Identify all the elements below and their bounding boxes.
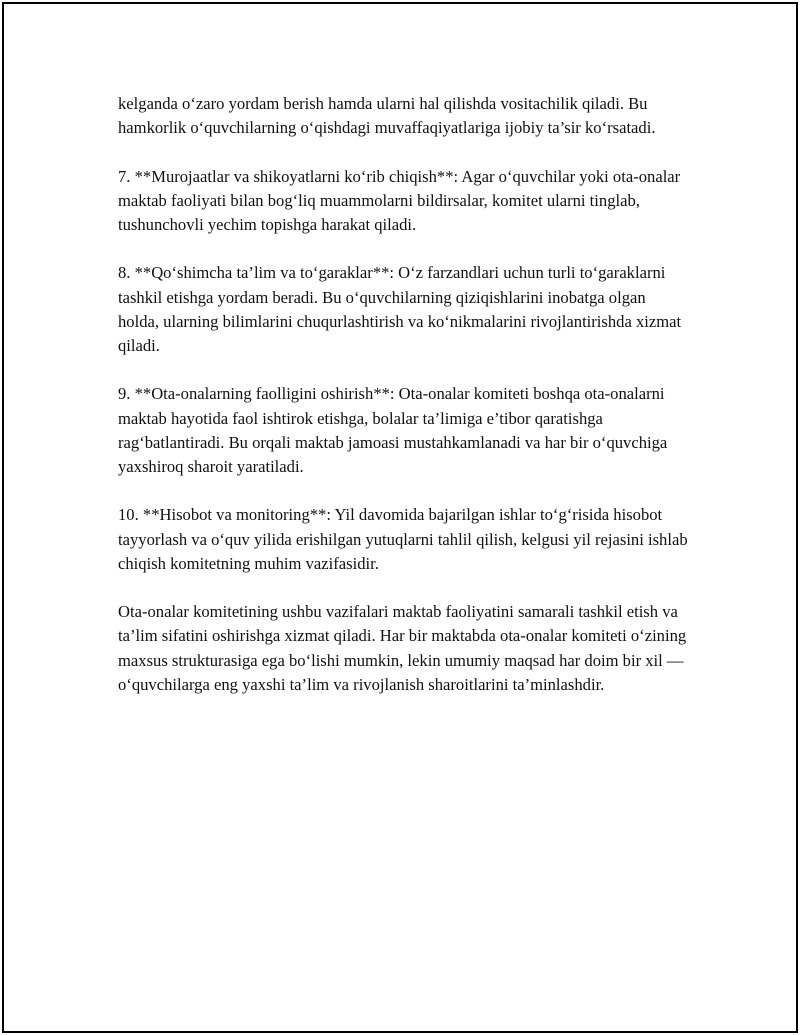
paragraph-item-8: 8. **Qo‘shimcha ta’lim va to‘garaklar**: O‘z farzandlari uchun turli to‘garaklarni tashkil etishga yordam beradi. Bu o‘quvchilarning qiziqishlarini inobatga olgan holda, ularning bilimlarini chuqurlashtirish va ko‘nikmalarini rivojlantirishda xizmat qiladi. — [118, 263, 682, 355]
paragraph-item-7: 7. **Murojaatlar va shikoyatlarni ko‘rib chiqish**: Agar o‘quvchilar yoki ota-onalar maktab faoliyati bilan bog‘liq muammolarni bildirsalar, komitet ularni tinglab, tushunchovli yechim topishga harakat qiladi. — [118, 166, 681, 234]
document-body — [118, 92, 688, 721]
paragraph-item-9: 9. **Ota-onalarning faolligini oshirish**: Ota-onalar komiteti boshqa ota-onalarni maktab hayotida faol ishtirok etishga, bolalar ta’limiga e’tibor qaratishga rag‘batlantiradi. Bu orqali maktab jamoasi mustahkamlanadi va har bir o‘quvchiga yaxshiroq sharoit yaratiladi. — [118, 384, 668, 476]
paragraph-continuation: kelganda o‘zaro yordam berish hamda ularni hal qilishda vositachilik qiladi. Bu hamkorlik o‘quvchilarning o‘qishdagi muvaffaqiyatlariga ijobiy ta’sir ko‘rsatadi. — [118, 94, 656, 138]
paragraph-conclusion: Ota-onalar komitetining ushbu vazifalari maktab faoliyatini samarali tashkil etish va ta’lim sifatini oshirishga xizmat qiladi. Har bir maktabda ota-onalar komiteti o‘zining maxsus strukturasiga ega bo‘lishi mumkin, lekin umumiy maqsad har doim bir xil — o‘quvchilarga eng yaxshi ta’lim va rivojlanish sharoitlarini ta’minlashdir. — [118, 602, 687, 694]
paragraph-item-10: 10. **Hisobot va monitoring**: Yil davomida bajarilgan ishlar to‘g‘risida hisobot tayyorlash va o‘quv yilida erishilgan yutuqlarni tahlil qilish, kelgusi yil rejasini ishlab chiqish komitetning muhim vazifasidir. — [118, 505, 688, 573]
